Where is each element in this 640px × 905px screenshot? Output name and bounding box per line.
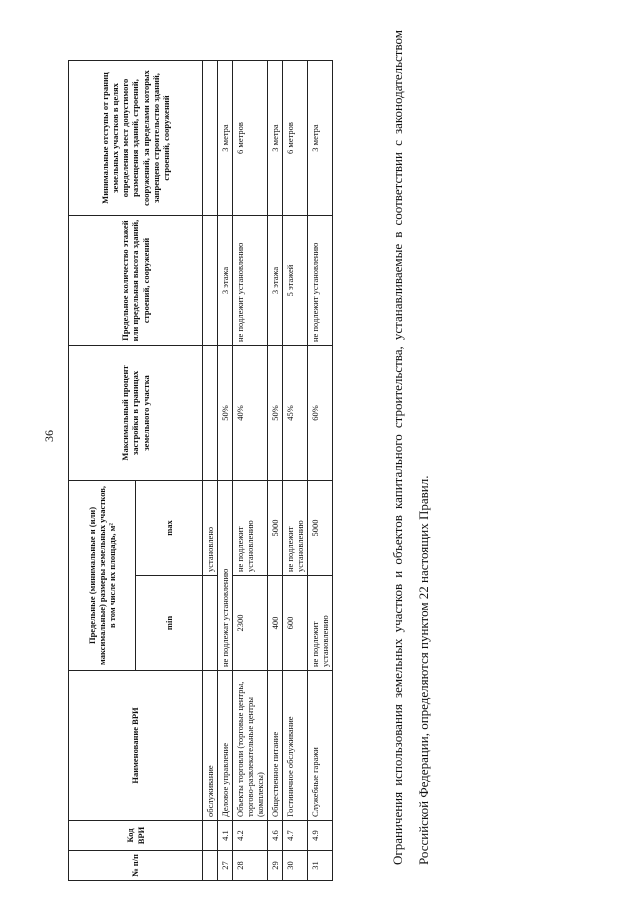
header-area: Предельные (минимальные и (или) максимальные) размеры земельных участков, в том числе их площадь, м² (69, 481, 136, 671)
cell-num: 27 (218, 851, 233, 881)
cell-floors: не подлежит установлению (308, 216, 333, 346)
cell-setback: 3 метра (308, 61, 333, 216)
cell-min: 600 (283, 576, 308, 671)
cell-coverage: 60% (308, 346, 333, 481)
cell-coverage: 50% (268, 346, 283, 481)
cell-code: 4.1 (218, 821, 233, 851)
header-area-max: max (136, 481, 203, 576)
cell-max: 5000 (268, 481, 283, 576)
cell-name: Служебные гаражи (308, 671, 333, 821)
cell-min: 400 (268, 576, 283, 671)
table-header-row (69, 61, 136, 881)
cell-code: 4.2 (233, 821, 268, 851)
cell-code: 4.7 (283, 821, 308, 851)
zoning-parameters-table (68, 60, 333, 881)
cell-name: Общественное питание (268, 671, 283, 821)
cell-code (203, 821, 218, 851)
cell-floors (203, 216, 218, 346)
cell-num: 31 (308, 851, 333, 881)
header-coverage: Максимальный процент застройки в границах земельного участка (69, 346, 203, 481)
table-row (308, 61, 333, 881)
cell-code: 4.9 (308, 821, 333, 851)
cell-max: не подлежит установлению (283, 481, 308, 576)
cell-setback: 3 метра (268, 61, 283, 216)
cell-name: Объекты торговли (торговые центры, торгово-развлекательные центры (комплексы) (233, 671, 268, 821)
cell-setback: 6 метров (233, 61, 268, 216)
cell-floors: 3 этажа (218, 216, 233, 346)
cell-name: Гостиничное обслуживание (283, 671, 308, 821)
cell-max: 5000 (308, 481, 333, 576)
cell-min (203, 576, 218, 671)
cell-num (203, 851, 218, 881)
cell-coverage: 50% (218, 346, 233, 481)
cell-name: обслуживание (203, 671, 218, 821)
cell-coverage: 40% (233, 346, 268, 481)
cell-coverage: 45% (283, 346, 308, 481)
cell-floors: 5 этажей (283, 216, 308, 346)
header-num: № п/п (69, 851, 203, 881)
cell-minmax-merged: не подлежат установлению (218, 481, 233, 671)
cell-min: 2300 (233, 576, 268, 671)
header-area-min: min (136, 576, 203, 671)
table-row (268, 61, 283, 881)
cell-floors: не подлежит установлению (233, 216, 268, 346)
table-row-continuation (203, 61, 218, 881)
cell-code: 4.6 (268, 821, 283, 851)
cell-min: не подлежит установлению (308, 576, 333, 671)
cell-num: 29 (268, 851, 283, 881)
cell-floors: 3 этажа (268, 216, 283, 346)
table-row (218, 61, 233, 881)
header-name: Наименование ВРИ (69, 671, 203, 821)
header-setback: Минимальные отступы от границ земельных участков в целях определения мест допустимого размещения зданий, строений, сооружений, за пределами которых запрещено строительство зданий, строений, сооружений (69, 61, 203, 216)
page-number: 36 (42, 430, 56, 442)
cell-setback: 3 метра (218, 61, 233, 216)
table-row (233, 61, 268, 881)
cell-setback (203, 61, 218, 216)
cell-max: установлено (203, 481, 218, 576)
restrictions-paragraph: Ограничения использования земельных участков и объектов капитального строительства, устанавливаемые в соответствии с законодательством Российской Федерации, определяются пунктом 22 настоящих Правил. (390, 30, 431, 865)
cell-num: 28 (233, 851, 268, 881)
cell-num: 30 (283, 851, 308, 881)
table-row (283, 61, 308, 881)
cell-max: не подлежит установлению (233, 481, 268, 576)
cell-setback: 6 метров (283, 61, 308, 216)
header-code: Код ВРИ (69, 821, 203, 851)
cell-name: Деловое управление (218, 671, 233, 821)
cell-coverage (203, 346, 218, 481)
header-floors: Предельное количество этажей или предельная высота зданий, строений, сооружений (69, 216, 203, 346)
